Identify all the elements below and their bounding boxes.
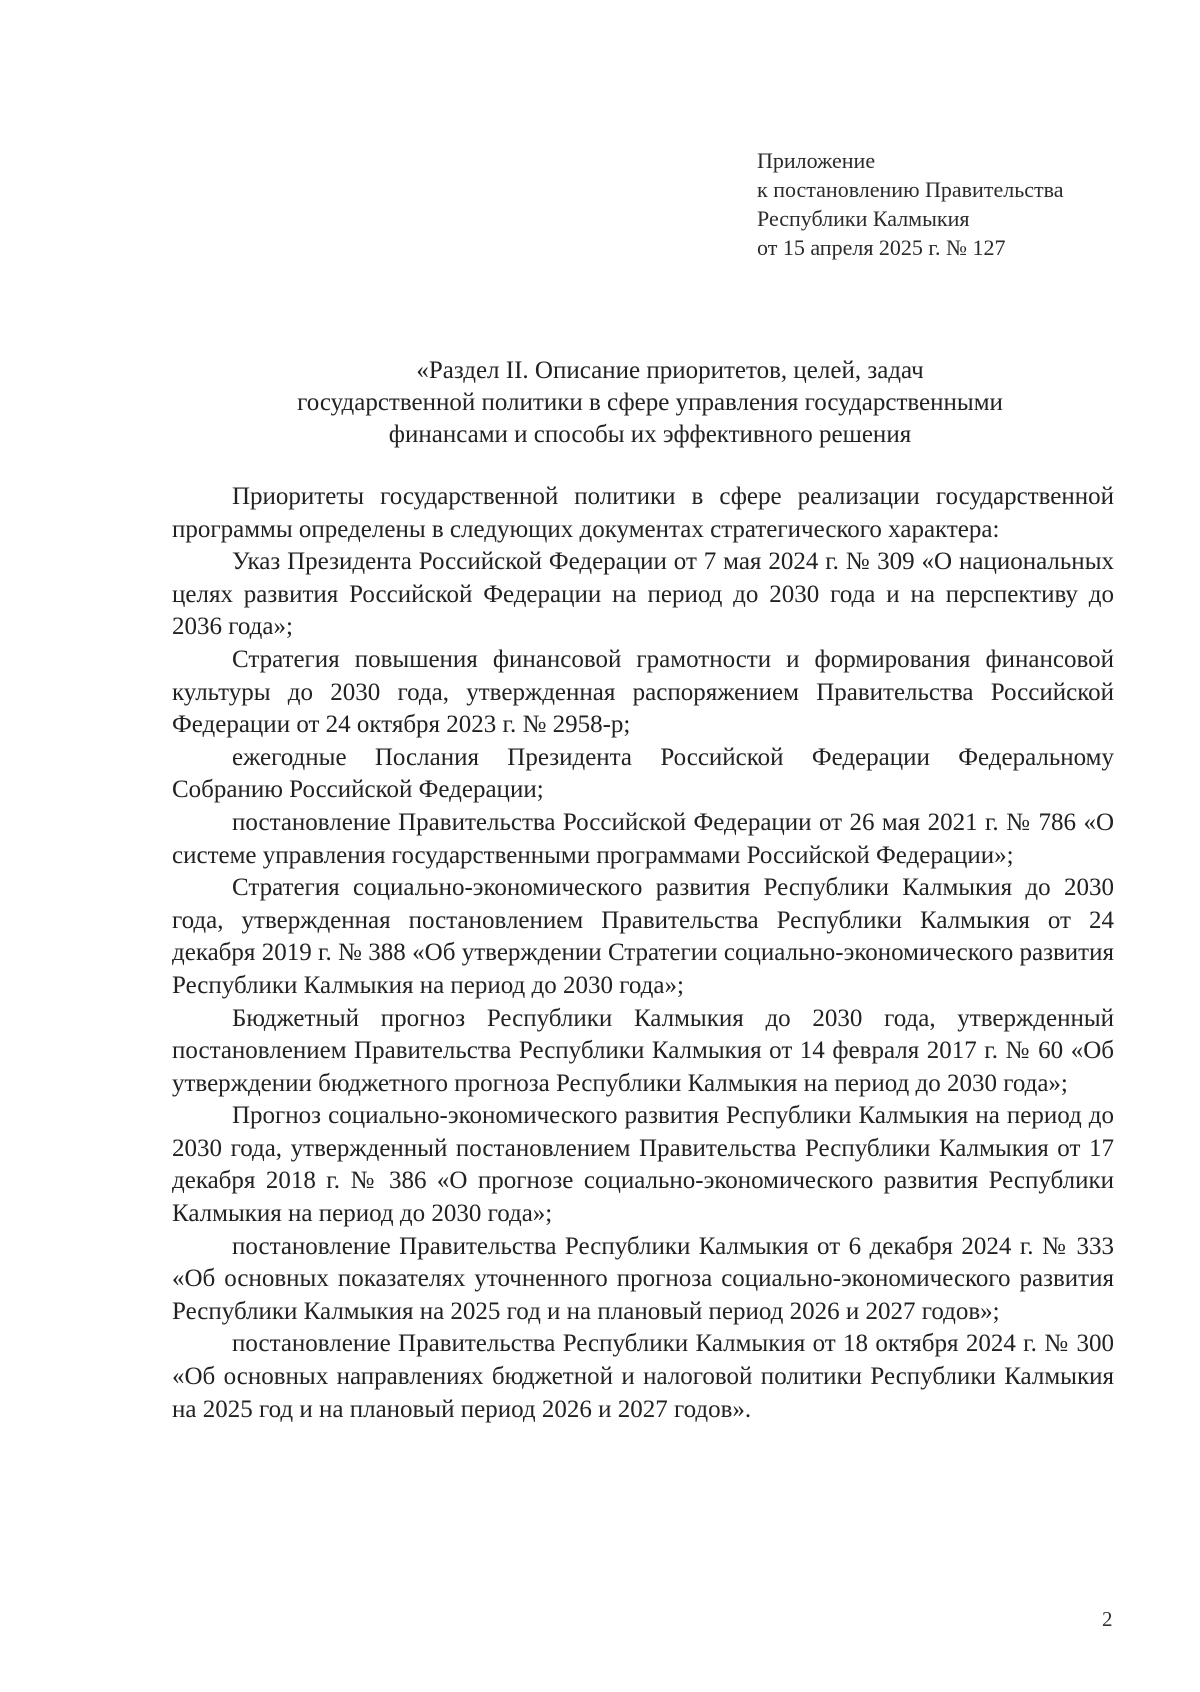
paragraph-resolution-333: постановление Правительства Республики Калмыкия от 6 декабря 2024 г. № 333 «Об основных показателях уточненного прогноза социально-экономического развития Республики Калмыкия на 2025 год и на плановый период 2026 и 2027 годов»; bbox=[172, 1232, 1114, 1325]
paragraph-socioeconomic-strategy: Стратегия социально-экономического развития Республики Калмыкия до 2030 года, утвержденная постановлением Правительства Республики Калмыкия от 24 декабря 2019 г. № 388 «Об утверждении Стратегии социально-экономического развития Республики Калмыкия на период до 2030 года»; bbox=[172, 874, 1114, 999]
paragraph-presidential-addresses: ежегодные Послания Президента Российской Федерации Федеральному Собранию Российской Федерации; bbox=[172, 743, 1114, 804]
section-title-line-3: финансами и способы их эффективного решения bbox=[388, 421, 912, 448]
paragraph-priorities: Приоритеты государственной политики в сфере реализации государственной программы определены в следующих документах стратегического характера: bbox=[172, 483, 1114, 543]
appendix-block bbox=[757, 146, 1063, 262]
page-number: 2 bbox=[1102, 1607, 1113, 1631]
paragraph-resolution-786: постановление Правительства Российской Федерации от 26 мая 2021 г. № 786 «О системе управления государственными программами Российской Федерации»; bbox=[172, 808, 1114, 869]
section-title bbox=[230, 355, 1070, 451]
appendix-line-3: Республики Калмыкия bbox=[757, 206, 970, 231]
paragraph-financial-literacy-strategy: Стратегия повышения финансовой грамотности и формирования финансовой культуры до 2030 года, утвержденная распоряжением Правительства Российской Федерации от 24 октября 2023 г. № 2958-р; bbox=[172, 645, 1114, 739]
paragraph-socioeconomic-forecast: Прогноз социально-экономического развития Республики Калмыкия на период до 2030 года, утвержденный постановлением Правительства Республики Калмыкия от 17 декабря 2018 г. № 386 «О прогнозе социально-экономического развития Республики Калмыкия на период до 2030 года»; bbox=[172, 1102, 1114, 1228]
section-title-line-1: «Раздел II. Описание приоритетов, целей, задач bbox=[416, 357, 924, 384]
paragraph-decree-309: Указ Президента Российской Федерации от 7 мая 2024 г. № 309 «О национальных целях развития Российской Федерации на период до 2030 года и на перспективу до 2036 года»; bbox=[172, 548, 1114, 641]
appendix-line-1: Приложение bbox=[757, 148, 876, 173]
body-text bbox=[172, 481, 1114, 1426]
section-title-line-2: государственной политики в сфере управления государственными bbox=[297, 389, 1003, 416]
appendix-line-2: к постановлению Правительства bbox=[757, 177, 1064, 202]
appendix-line-4: от 15 апреля 2025 г. № 127 bbox=[757, 235, 1006, 260]
paragraph-budget-forecast: Бюджетный прогноз Республики Калмыкия до 2030 года, утвержденный постановлением Правительства Республики Калмыкия от 14 февраля 2017 г. № 60 «Об утверждении бюджетного прогноза Республики Калмыкия на период до 2030 года»; bbox=[172, 1004, 1114, 1097]
paragraph-resolution-300: постановление Правительства Республики Калмыкия от 18 октября 2024 г. № 300 «Об основных направлениях бюджетной и налоговой политики Республики Калмыкия на 2025 год и на плановый период 2026 и 2027 годов». bbox=[172, 1330, 1114, 1423]
